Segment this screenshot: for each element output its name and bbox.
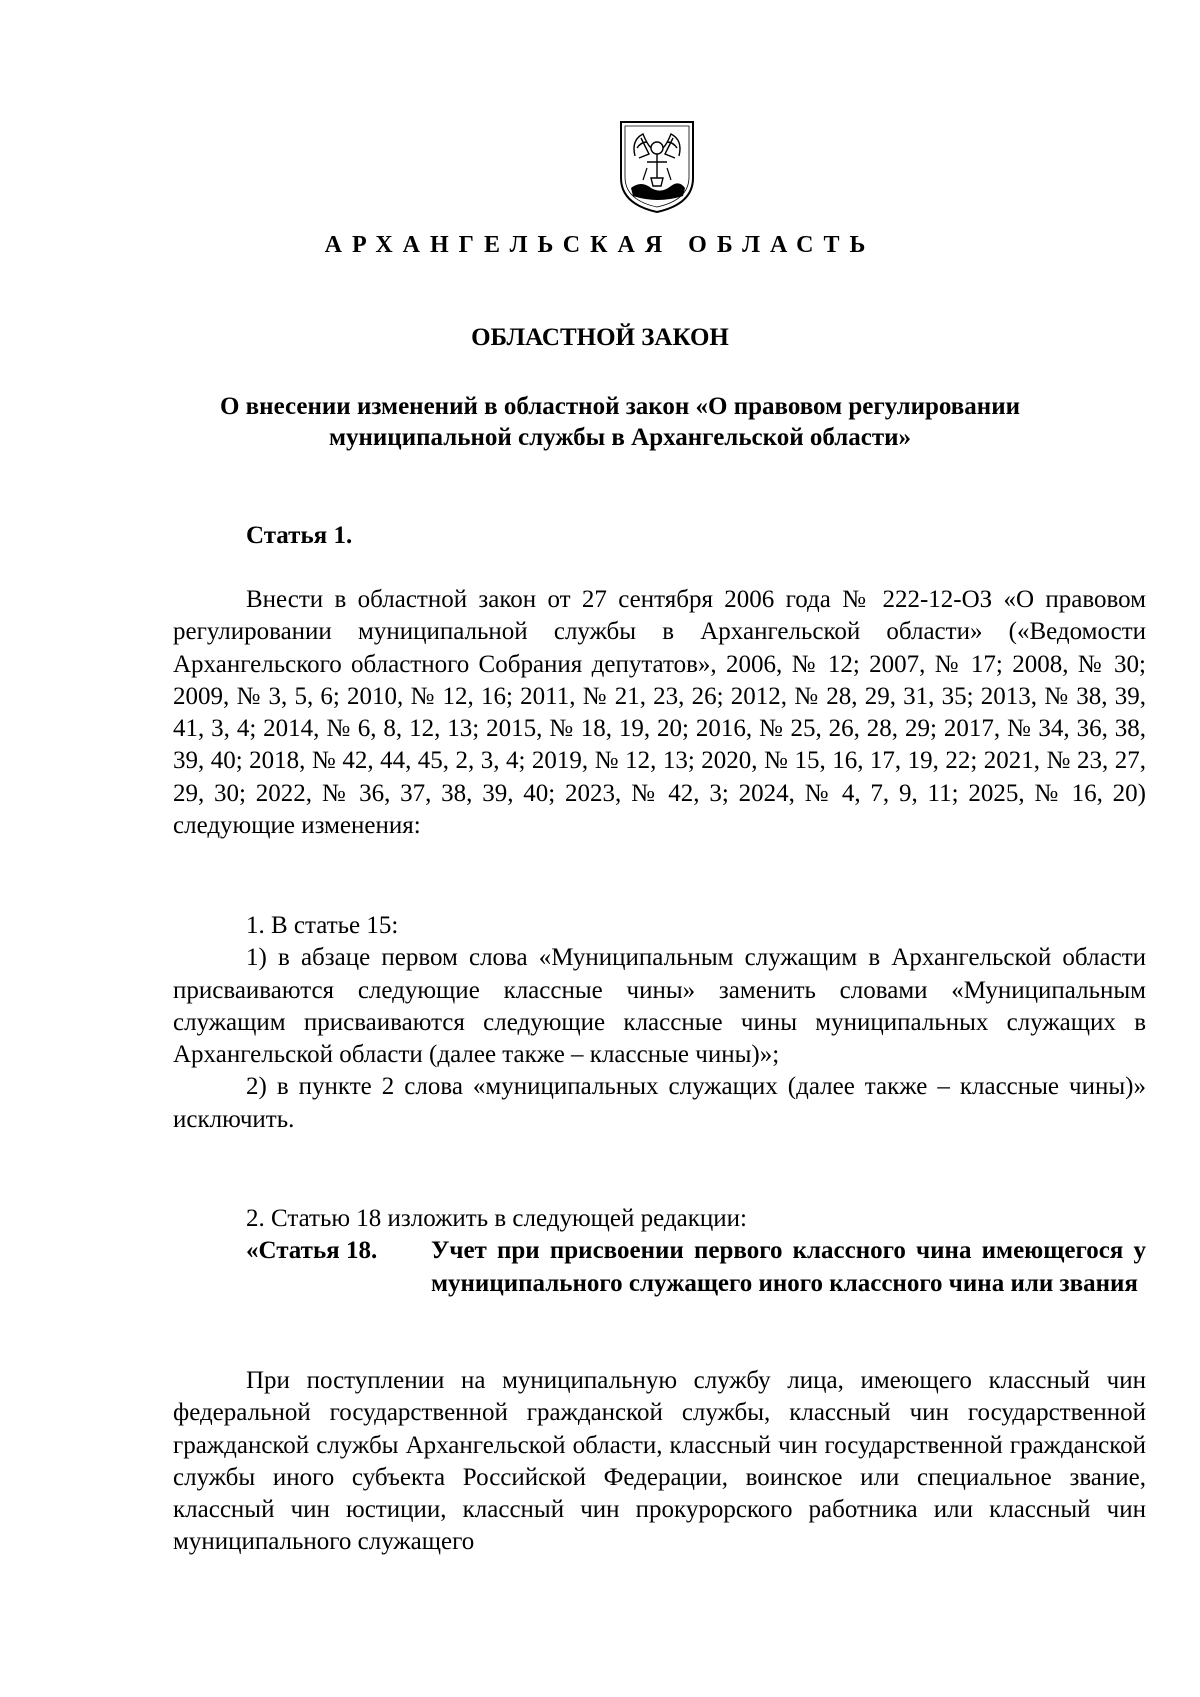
item-1-subitem-2: 2) в пункте 2 слова «муниципальных служащих (далее также – классные чины)» исключить. — [173, 1073, 1146, 1133]
article-18-body-block — [173, 1365, 1146, 1559]
article-18-paragraph: При поступлении на муниципальную службу лица, имеющего классный чин федеральной государственной гражданской службы, классный чин государственной гражданской службы Архангельской области, классный чин государственной гражданской службы иного субъекта Российской Федерации, воинское или специальное звание, классный чин юстиции, классный чин прокурорского работника или классный чин муниципального служащего — [173, 1367, 1146, 1556]
article-18-heading — [173, 1235, 1146, 1300]
article-1-intro-paragraph: Внести в областной закон от 27 сентября 2006 года № 222-12-ОЗ «О правовом регулировании муниципальной службы в Архангельской области» («Ведомости Архангельского областного Собрания депутатов», 2006, № 12; 2007, № 17; 2008, № 30; 2009, № 3, 5, 6; 2010, № 12, 16; 2011, № 21, 23, 26; 2012, № 28, 29, 31, 35; 2013, № 38, 39, 41, 3, 4; 2014, № 6, 8, 12, 13; 2015, № 18, 19, 20; 2016, № 25, 26, 28, 29; 2017, № 34, 36, 38, 39, 40; 2018, № 42, 44, 45, 2, 3, 4; 2019, № 12, 13; 2020, № 15, 16, 17, 19, 22; 2021, № 23, 27, 29, 30; 2022, № 36, 37, 38, 39, 40; 2023, № 42, 3; 2024, № 4, 7, 9, 11; 2025, № 16, 20) следующие изменения: — [173, 586, 1146, 840]
item-1-block — [173, 910, 1146, 1136]
item-1-subitem-1: 1) в абзаце первом слова «Муниципальным служащим в Архангельской области присваиваются следующие классные чины» заменить словами «Муниципальным служащим присваиваются следующие классные чины муниципальных служащих в Архангельской области (далее также – классные чины)»; — [173, 944, 1146, 1069]
item-2-block — [173, 1203, 1146, 1300]
item-2-heading: 2. Статью 18 изложить в следующей редакции: — [246, 1205, 747, 1232]
coat-of-arms-emblem — [617, 118, 697, 215]
region-name: АРХАНГЕЛЬСКАЯ ОБЛАСТЬ — [324, 232, 876, 258]
article-1-heading: Статья 1. — [246, 522, 353, 549]
document-type: ОБЛАСТНОЙ ЗАКОН — [471, 324, 729, 351]
document-title: О внесении изменений в областной закон «О правовом регулировании муниципальной службы в Архангельской области» — [219, 393, 1020, 451]
article-18-title: Учет при присвоении первого классного чина имеющегося у муниципального служащего иного классного чина или звания — [431, 1237, 1146, 1297]
item-1-heading: 1. В статье 15: — [246, 912, 399, 939]
article-1-intro-block — [173, 584, 1146, 842]
article-18-label: «Статья 18. — [246, 1237, 378, 1265]
